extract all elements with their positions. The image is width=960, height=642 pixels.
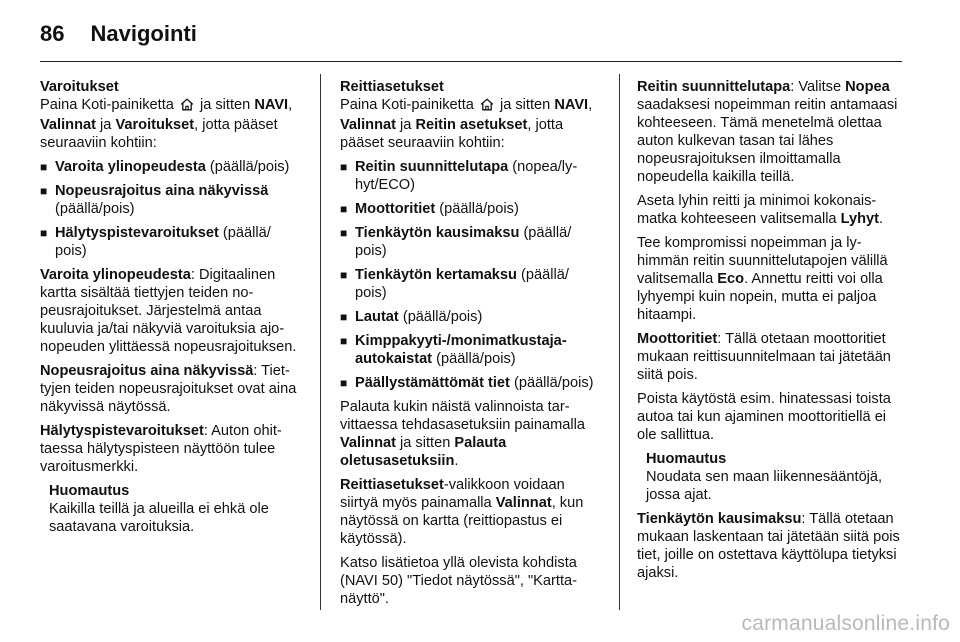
paragraph	[637, 330, 905, 384]
text-run: . Annettu reitti voi olla lyhyempi kuin nopein, mutta ei paljoa hitaampi.	[637, 271, 883, 323]
bold-term: Reitin asetukset	[415, 117, 528, 133]
bold-term: Tienkäytön kertamaksu	[355, 267, 517, 283]
page-header	[40, 14, 197, 54]
bullet-icon: ■	[340, 226, 348, 240]
paragraph	[40, 422, 303, 476]
text-run: (päällä/pois)	[55, 201, 135, 217]
bold-term: Varoitukset	[115, 117, 195, 133]
bold-term: Kimppakyyti-/monimatkustajaautokaistat	[355, 333, 567, 367]
warnings-option-list	[40, 158, 303, 260]
paragraph	[40, 362, 303, 416]
list-item	[40, 224, 303, 260]
bold-term: NAVI	[254, 97, 289, 113]
bold-term: NAVI	[554, 97, 589, 113]
list-item	[340, 374, 602, 392]
column-warnings	[40, 78, 303, 542]
column-route-details	[637, 78, 905, 588]
text-run: ja sitten	[195, 97, 255, 113]
column-divider	[619, 74, 620, 610]
bullet-icon: ■	[340, 268, 348, 282]
list-item	[40, 182, 303, 218]
bold-term: Nopeusrajoitus aina näkyvissä	[40, 363, 254, 379]
bold-term: Lyhyt	[840, 211, 879, 227]
note-text: Noudata sen maan liikennesääntöjä, jossa ajat.	[646, 469, 883, 503]
home-icon	[480, 98, 494, 116]
home-icon	[180, 98, 194, 116]
column-route-settings	[340, 78, 602, 614]
route-details-descriptions	[637, 78, 905, 444]
bullet-icon: ■	[40, 184, 48, 198]
watermark: carmanualsonline.info	[741, 612, 950, 635]
text-run: (päällä/ pois)	[355, 225, 572, 259]
note-text: Kaikilla teillä ja alueilla ei ehkä ole saatavana varoituksia.	[49, 501, 269, 535]
bold-term: Hälytyspistevaroitukset	[55, 225, 219, 241]
bullet-icon: ■	[340, 160, 348, 174]
paragraph	[637, 192, 905, 228]
paragraph	[340, 476, 602, 548]
text-run: (päällä/pois)	[205, 159, 290, 175]
bullet-icon: ■	[340, 202, 348, 216]
list-item	[340, 332, 602, 368]
bold-term: Eco	[717, 271, 745, 287]
text-run: (päällä/pois)	[398, 309, 483, 325]
bold-term: Varoita ylinopeudesta	[40, 267, 191, 283]
text-run: Paina Koti-painiketta	[40, 97, 178, 113]
text-run: Katso lisätietoa yllä olevista kohdista (NAVI 50) "Tiedot näytössä", "Karttanäyttö".	[340, 555, 577, 607]
bold-term: Valinnat	[340, 117, 396, 133]
bold-term: Tienkäytön kausimaksu	[637, 511, 802, 527]
text-run: (nopea/lyhyt/ECO)	[355, 159, 578, 193]
list-item	[340, 308, 602, 326]
paragraph	[637, 510, 905, 582]
bullet-icon: ■	[340, 376, 348, 390]
text-run: ja	[95, 117, 116, 133]
bold-term: Nopeusrajoitus aina näkyvissä	[55, 183, 269, 199]
toll-descriptions	[637, 510, 905, 582]
text-run: : Digitaalinen kartta sisältää tiettyjen teiden nopeusrajoitukset. Järjestelmä antaa kuuluvia ja/tai näkyviä varoituksia ajonopeuden ylittäessä nopeusrajoituksen.	[40, 267, 297, 355]
text-run: : Tällä otetaan mukaan laskentaan tai jätetään siitä pois tiet, joille on ostettava käyttölupa tietyksi ajaksi.	[637, 511, 900, 581]
bold-term: Reittiasetukset	[340, 477, 444, 493]
text-run: (päällä/ pois)	[55, 225, 271, 259]
text-run: (päällä/pois)	[435, 201, 519, 217]
list-item	[340, 224, 602, 260]
bullet-icon: ■	[40, 160, 48, 174]
text-run: ,	[288, 97, 293, 113]
bold-term: Varoita ylinopeudesta	[55, 159, 206, 175]
note-title: Huomautus	[646, 451, 727, 467]
paragraph	[637, 78, 905, 186]
list-item	[340, 266, 602, 302]
text-run: Tee kompromissi nopeimman ja lyhimmän reitin suunnittelutapojen välillä valitsemalla	[637, 235, 888, 287]
text-run: Paina Koti-painiketta	[340, 97, 478, 113]
paragraph	[340, 554, 602, 608]
text-run: -valikkoon voidaan siirtyä myös painamalla	[340, 477, 565, 511]
bold-term: Nopea	[845, 79, 890, 95]
bold-term: Palauta oletusasetuksiin	[340, 435, 507, 469]
section-heading-route-settings: Reittiasetukset	[340, 79, 444, 95]
warnings-note	[49, 482, 303, 536]
header-rule	[40, 61, 902, 62]
text-run: ja sitten	[395, 435, 455, 451]
bullet-icon: ■	[40, 226, 48, 240]
text-run: , jotta pääset seuraaviin kohtiin:	[340, 117, 564, 151]
bold-term: Reitin suunnittelutapa	[637, 79, 791, 95]
traffic-rules-note	[646, 450, 905, 504]
route-settings-intro	[340, 97, 592, 151]
list-item	[340, 158, 602, 194]
text-run: Aseta lyhin reitti ja minimoi kokonaismatka kohteeseen valitsemalla	[637, 193, 877, 227]
bold-term: Päällystämättömät tiet	[355, 375, 510, 391]
bold-term: Reitin suunnittelutapa	[355, 159, 509, 175]
text-run: : Tiettyjen teiden nopeusrajoitukset ovat aina näkyvissä näytössä.	[40, 363, 297, 415]
text-run: ja	[395, 117, 416, 133]
text-run: : Valitse	[790, 79, 846, 95]
text-run: (päällä/pois)	[432, 351, 516, 367]
bold-term: Tienkäytön kausimaksu	[355, 225, 520, 241]
text-run: Palauta kukin näistä valinnoista tarvittaessa tehdasasetuksiin painamalla	[340, 399, 585, 433]
paragraph	[637, 234, 905, 324]
bold-term: Lautat	[355, 309, 399, 325]
bold-term: Valinnat	[495, 495, 552, 511]
bold-term: Moottoritiet	[637, 331, 718, 347]
text-run: .	[879, 211, 884, 227]
bold-term: Valinnat	[40, 117, 96, 133]
list-item	[340, 200, 602, 218]
bold-term: Moottoritiet	[355, 201, 436, 217]
warnings-intro	[40, 97, 292, 151]
bullet-icon: ■	[340, 310, 348, 324]
text-run: , jotta pääset seuraaviin kohtiin:	[40, 117, 278, 151]
list-item	[40, 158, 303, 176]
text-run: (päällä/pois)	[509, 375, 594, 391]
route-settings-option-list	[340, 158, 602, 392]
bold-term: Hälytyspistevaroitukset	[40, 423, 204, 439]
page-number: 86	[40, 21, 65, 46]
warnings-descriptions	[40, 266, 303, 476]
paragraph	[40, 266, 303, 356]
text-run: : Auton ohittaessa hälytyspisteen näyttöön tulee varoitusmerkki.	[40, 423, 282, 475]
paragraph	[637, 390, 905, 444]
text-run: saadaksesi nopeimman reitin antamaasi kohteeseen. Tämä menetelmä olettaa auton kulkevan tasan tai lähes nopeusrajoituksen ilmoittamalla nopeudella kaikilla teillä.	[637, 97, 898, 185]
text-run: (päällä/ pois)	[355, 267, 569, 301]
column-divider	[320, 74, 321, 610]
text-run: .	[454, 453, 459, 469]
bullet-icon: ■	[340, 334, 348, 348]
route-settings-descriptions	[340, 398, 602, 608]
section-heading-warnings: Varoitukset	[40, 79, 119, 95]
paragraph	[340, 398, 602, 470]
text-run: , kun näytössä on kartta (reittiopastus ei käytössä).	[340, 495, 584, 547]
note-title: Huomautus	[49, 483, 130, 499]
text-run: : Tällä otetaan moottoritiet mukaan reittisuunnitelmaan tai jätetään siitä pois.	[637, 331, 891, 383]
page-title: Navigointi	[90, 21, 197, 46]
text-run: ,	[588, 97, 593, 113]
text-run: ja sitten	[495, 97, 555, 113]
text-run: Poista käytöstä esim. hinatessasi toista autoa tai kun ajaminen moottoritiellä ei ole sallittua.	[637, 391, 891, 443]
bold-term: Valinnat	[340, 435, 396, 451]
